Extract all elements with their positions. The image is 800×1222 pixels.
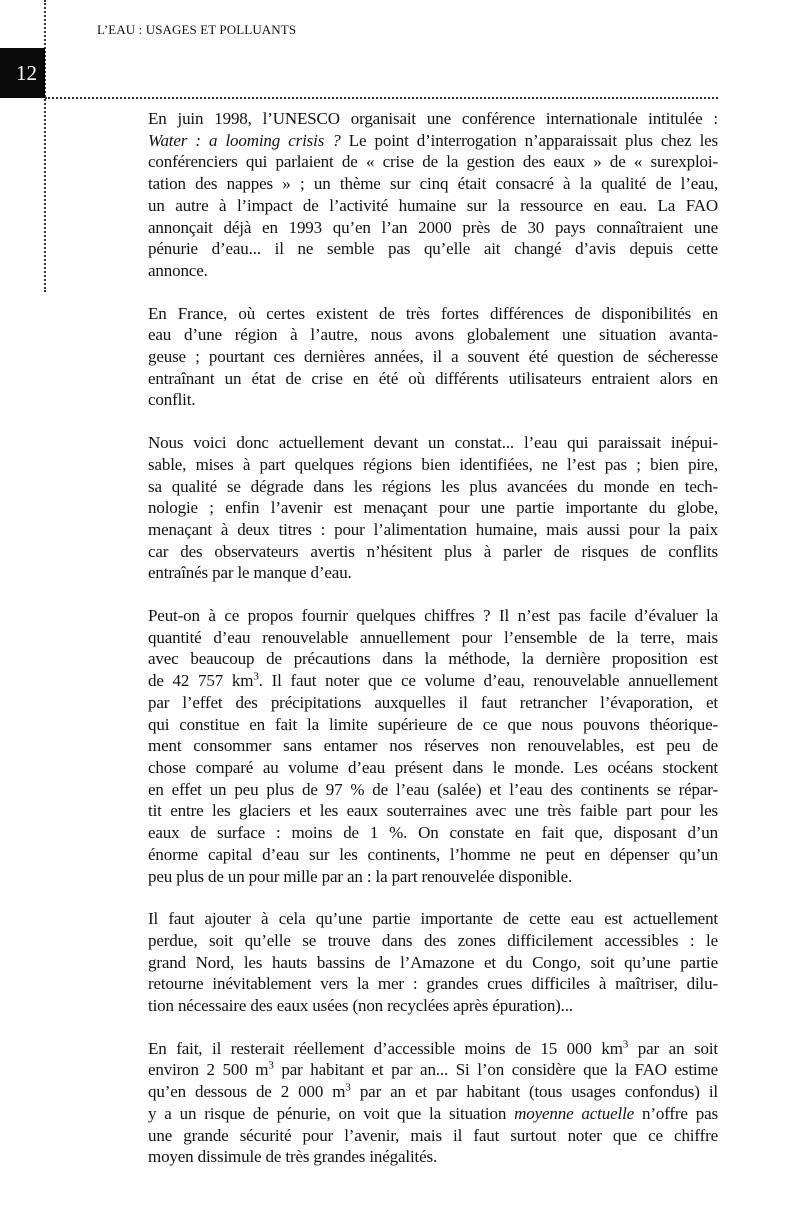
- text-line: [148, 476, 718, 498]
- text-line: [148, 844, 718, 866]
- text-run: eau d’une région à l’autre, nous avons globalement une situation avanta-: [148, 325, 718, 345]
- text-line: [148, 130, 718, 152]
- text-run: car des observateurs avertis n’hésitent plus à parler de risques de conflits: [148, 541, 718, 561]
- paragraph: [148, 432, 718, 584]
- text-line: [148, 800, 718, 822]
- text-run: conférenciers qui parlaient de « crise de la gestion des eaux » de « surexploi-: [148, 152, 718, 172]
- text-run: grand Nord, les hauts bassins de l’Amazone et du Congo, soit qu’une partie: [148, 952, 718, 972]
- text-line: [148, 714, 718, 736]
- superscript: 3: [253, 670, 259, 683]
- text-run: menaçant à deux titres : pour l’alimentation humaine, mais aussi pour la paix: [148, 519, 718, 539]
- paragraph: [148, 303, 718, 412]
- text-line: [148, 217, 718, 239]
- text-line: [148, 670, 718, 692]
- text-run: sa qualité se dégrade dans les régions les plus avancées du monde en tech-: [148, 476, 718, 496]
- text-line: [148, 519, 718, 541]
- text-run: par habitant et par an... Si l’on considère que la FAO estime: [273, 1060, 719, 1080]
- text-line: [148, 1146, 718, 1168]
- text-run: annonçait déjà en 1993 qu’en l’an 2000 près de 30 pays connaîtraient une: [148, 217, 718, 237]
- header-dotted-rule: [45, 97, 718, 99]
- text-line: [148, 692, 718, 714]
- text-line: [148, 541, 718, 563]
- text-run: tit entre les glaciers et les eaux souterraines avec une très faible part pour les: [148, 801, 718, 821]
- text-line: [148, 346, 718, 368]
- text-run: tion nécessaire des eaux usées (non recyclées après épuration)...: [148, 996, 573, 1016]
- text-line: [148, 562, 718, 584]
- text-run: entraînés par le manque d’eau.: [148, 563, 352, 583]
- text-run: Le point d’interrogation n’apparaissait plus chez les: [340, 130, 718, 150]
- text-run: par an et par habitant (tous usages confondus) il: [350, 1082, 718, 1102]
- text-run: eaux de surface : moins de 1 %. On constate en fait que, disposant d’un: [148, 823, 718, 843]
- paragraph: [148, 108, 718, 282]
- text-run: Peut-on à ce propos fournir quelques chiffres ? Il n’est pas facile d’évaluer la: [148, 606, 718, 626]
- text-run: environ 2 500 m: [148, 1060, 269, 1080]
- text-run: conflit.: [148, 390, 196, 410]
- text-run: qu’en dessous de 2 000 m: [148, 1082, 346, 1102]
- text-line: [148, 952, 718, 974]
- text-run: perdue, soit qu’elle se trouve dans des zones difficilement accessibles : le: [148, 930, 718, 950]
- text-run: entraînant un état de crise en été où différents utilisateurs entraient alors en: [148, 368, 718, 388]
- italic-text: moyenne actuelle: [514, 1103, 635, 1123]
- superscript: 3: [345, 1081, 351, 1094]
- paragraph: [148, 1038, 718, 1168]
- text-run: Il faut ajouter à cela qu’une partie importante de cette eau est actuellement: [148, 909, 718, 929]
- text-line: [148, 779, 718, 801]
- text-line: [148, 303, 718, 325]
- superscript: 3: [268, 1059, 274, 1072]
- text-run: En France, où certes existent de très fortes différences de disponibilités en: [148, 303, 718, 323]
- text-run: avec beaucoup de précautions dans la méthode, la dernière proposition est: [148, 649, 718, 669]
- text-run: y a un risque de pénurie, on voit que la situation: [148, 1103, 515, 1123]
- text-run: une grande sécurité pour l’avenir, mais il faut surtout noter que ce chiffre: [148, 1125, 718, 1145]
- text-line: [148, 1038, 718, 1060]
- text-line: [148, 454, 718, 476]
- text-run: de 42 757 km: [148, 671, 254, 691]
- text-line: [148, 324, 718, 346]
- text-run: n’offre pas: [634, 1103, 718, 1123]
- text-run: geuse ; pourtant ces dernières années, il a souvent été question de sécheresse: [148, 347, 718, 367]
- text-line: [148, 930, 718, 952]
- italic-text: Water : a looming crisis ?: [148, 130, 341, 150]
- text-run: sable, mises à part quelques régions bien identifiées, ne l’est pas ; bien pire,: [148, 454, 718, 474]
- text-run: qui constitue en fait la limite supérieure de ce que nous pouvons théorique-: [148, 714, 718, 734]
- text-line: [148, 648, 718, 670]
- text-run: un autre à l’impact de l’activité humaine sur la ressource en eau. La FAO: [148, 195, 718, 215]
- page-number-box: [0, 48, 45, 98]
- page-number: 12: [16, 60, 37, 85]
- body-text: [148, 108, 718, 1189]
- text-run: En fait, il resterait réellement d’accessible moins de 15 000 km: [148, 1038, 623, 1058]
- text-run: pénurie d’eau... il ne semble pas qu’elle ait changé d’avis depuis cette: [148, 239, 718, 259]
- text-run: énorme capital d’eau sur les continents, l’homme ne peut en dépenser qu’un: [148, 844, 718, 864]
- text-run: quantité d’eau renouvelable annuellement pour l’ensemble de la terre, mais: [148, 627, 718, 647]
- text-line: [148, 1103, 718, 1125]
- text-line: [148, 108, 718, 130]
- text-run: chose comparé au volume d’eau présent dans le monde. Les océans stockent: [148, 757, 718, 777]
- text-run: nologie ; enfin l’avenir est menaçant pour une partie importante du globe,: [148, 498, 718, 518]
- text-line: [148, 238, 718, 260]
- margin-dotted-rule: [44, 0, 46, 292]
- text-line: [148, 1059, 718, 1081]
- text-line: [148, 605, 718, 627]
- text-run: En juin 1998, l’UNESCO organisait une conférence internationale intitulée :: [148, 109, 718, 128]
- text-run: par an soit: [628, 1038, 719, 1058]
- text-line: [148, 1125, 718, 1147]
- text-line: [148, 151, 718, 173]
- text-line: [148, 1081, 718, 1103]
- text-run: peu plus de un pour mille par an : la part renouvelée disponible.: [148, 866, 573, 886]
- text-line: [148, 995, 718, 1017]
- text-line: [148, 908, 718, 930]
- text-run: moyen dissimule de très grandes inégalités.: [148, 1147, 438, 1167]
- running-title: L’EAU : USAGES ET POLLUANTS: [97, 22, 297, 37]
- text-run: annonce.: [148, 260, 208, 280]
- text-run: en effet un peu plus de 97 % de l’eau (salée) et l’eau des continents se répar-: [148, 779, 718, 799]
- text-line: [148, 822, 718, 844]
- superscript: 3: [622, 1038, 629, 1051]
- text-line: [148, 432, 718, 454]
- text-run: par l’effet des précipitations auxquelles il faut retrancher l’évaporation, et: [148, 692, 718, 712]
- text-run: ment consommer sans entamer nos réserves non renouvelables, est peu de: [148, 736, 718, 756]
- text-line: [148, 735, 718, 757]
- text-line: [148, 260, 718, 282]
- text-run: . Il faut noter que ce volume d’eau, renouvelable annuellement: [258, 671, 719, 691]
- text-line: [148, 368, 718, 390]
- text-line: [148, 497, 718, 519]
- text-line: [148, 389, 718, 411]
- text-line: [148, 866, 718, 888]
- text-line: [148, 973, 718, 995]
- text-run: Nous voici donc actuellement devant un constat... l’eau qui paraissait inépui-: [148, 433, 718, 453]
- text-line: [148, 627, 718, 649]
- text-run: tation des nappes » ; un thème sur cinq était consacré à la qualité de l’eau,: [148, 174, 718, 194]
- paragraph: [148, 605, 718, 887]
- text-line: [148, 173, 718, 195]
- text-run: retourne inévitablement vers la mer : grandes crues difficiles à maîtriser, dilu-: [148, 974, 718, 994]
- text-line: [148, 757, 718, 779]
- paragraph: [148, 908, 718, 1017]
- text-line: [148, 195, 718, 217]
